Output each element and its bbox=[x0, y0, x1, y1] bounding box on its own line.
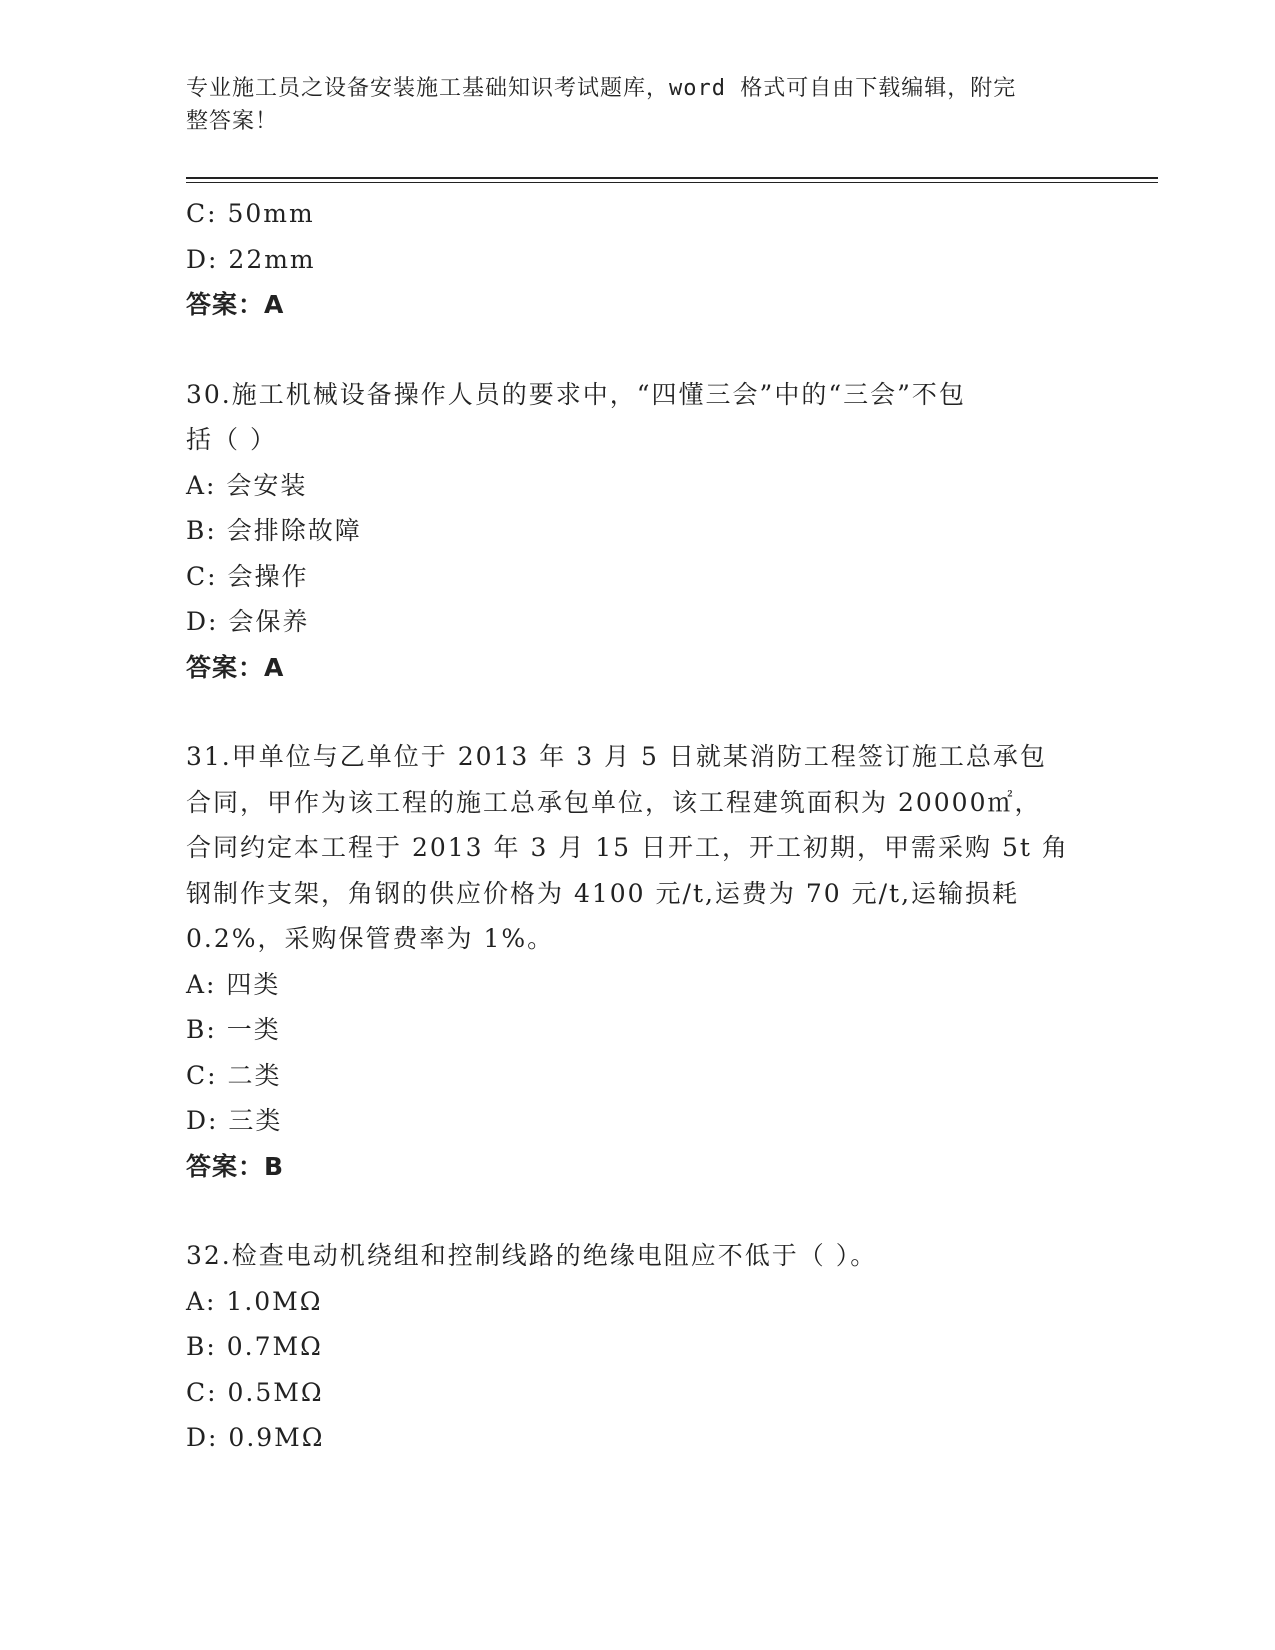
question-text: 合同，甲作为该工程的施工总承包单位，该工程建筑面积为 20000㎡， bbox=[186, 787, 1042, 817]
header-rule-thin bbox=[186, 182, 1158, 183]
answer-label: 答案：A bbox=[186, 652, 285, 682]
spacer bbox=[186, 690, 1086, 734]
option-d: D: 22mm bbox=[186, 244, 316, 274]
question-text: 32.检查电动机绕组和控制线路的绝缘电阻应不低于（ ）。 bbox=[186, 1241, 878, 1270]
answer-label: 答案：A bbox=[186, 290, 285, 319]
question-29-tail bbox=[186, 191, 1086, 328]
header-rule-thick bbox=[186, 177, 1158, 179]
question-text: 钢制作支架，角钢的供应价格为 4100 元/t,运费为 70 元/t,运输损耗 bbox=[186, 878, 1020, 908]
question-text: 0.2%，采购保管费率为 1%。 bbox=[186, 924, 555, 953]
spacer bbox=[186, 328, 1086, 372]
question-text: 30.施工机械设备操作人员的要求中，“四懂三会”中的“三会”不包 bbox=[186, 379, 966, 409]
option-c: C: 二类 bbox=[186, 1060, 282, 1090]
option-c: C: 0.5MΩ bbox=[186, 1377, 324, 1407]
question-30 bbox=[186, 372, 1086, 691]
header-line-1: 专业施工员之设备安装施工基础知识考试题库，word 格式可自由下载编辑，附完 bbox=[186, 76, 1017, 101]
header-line-2: 整答案！ bbox=[186, 109, 279, 134]
answer-label: 答案：B bbox=[186, 1151, 285, 1181]
option-d: D: 三类 bbox=[186, 1106, 283, 1135]
option-d: D: 0.9MΩ bbox=[186, 1423, 325, 1452]
option-b: B: 一类 bbox=[186, 1015, 281, 1044]
question-31 bbox=[186, 734, 1086, 1189]
question-text: 括（ ） bbox=[186, 425, 277, 454]
option-a: A: 1.0MΩ bbox=[186, 1286, 323, 1316]
option-b: B: 会排除故障 bbox=[186, 516, 362, 545]
option-a: A: 四类 bbox=[186, 969, 281, 999]
spacer bbox=[186, 1189, 1086, 1233]
option-c: C: 50mm bbox=[186, 199, 315, 228]
question-text: 31.甲单位与乙单位于 2013 年 3 月 5 日就某消防工程签订施工总承包 bbox=[186, 742, 1047, 771]
option-d: D: 会保养 bbox=[186, 607, 310, 636]
option-c: C: 会操作 bbox=[186, 561, 309, 591]
question-32 bbox=[186, 1233, 1086, 1461]
option-b: B: 0.7MΩ bbox=[186, 1332, 323, 1361]
question-list bbox=[186, 191, 1086, 1461]
page-header bbox=[186, 72, 1086, 138]
option-a: A: 会安装 bbox=[186, 470, 308, 500]
question-text: 合同约定本工程于 2013 年 3 月 15 日开工，开工初期，甲需采购 5t 角 bbox=[186, 833, 1069, 862]
